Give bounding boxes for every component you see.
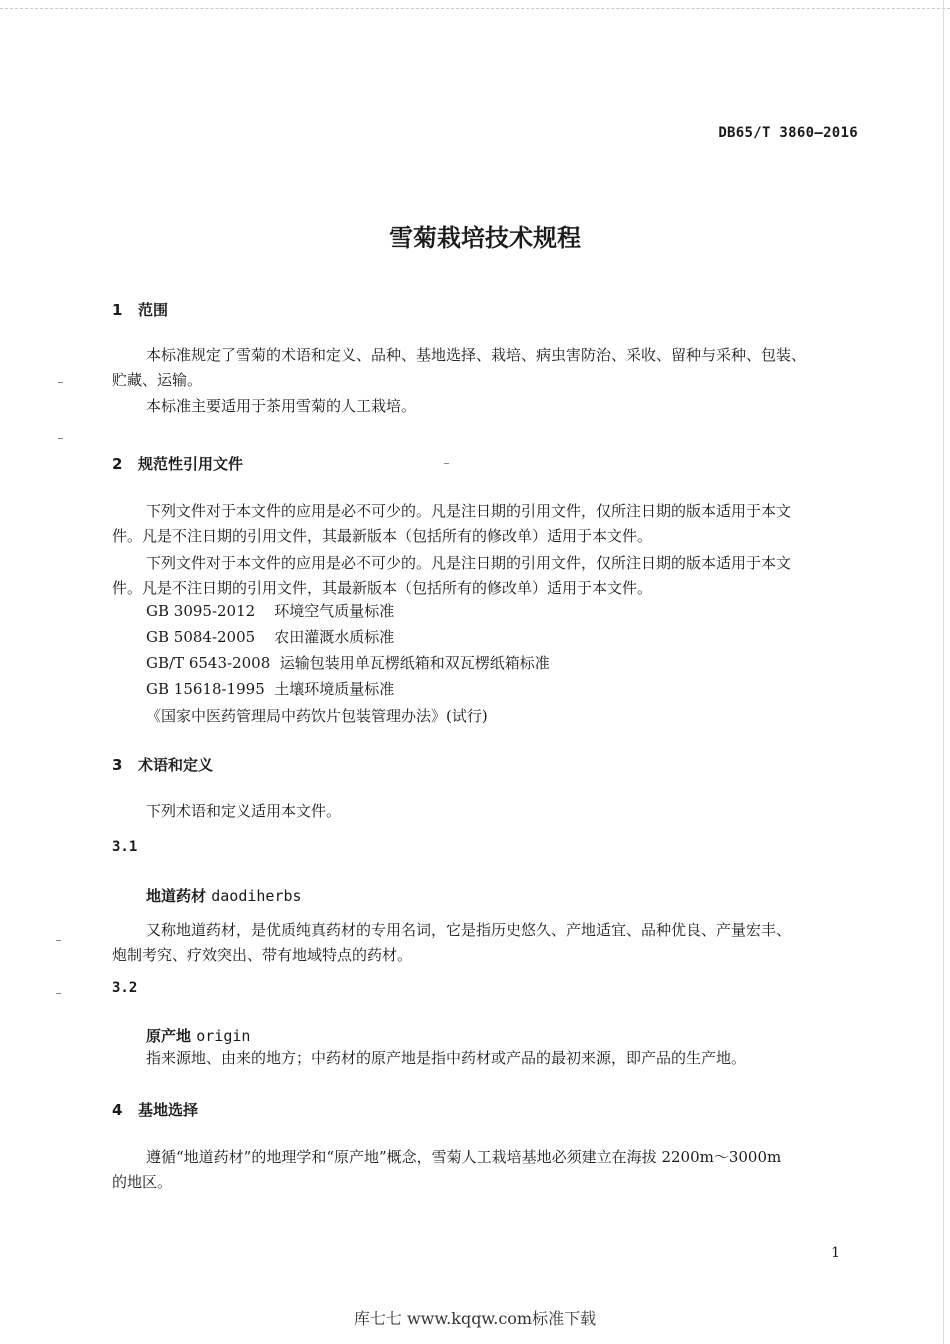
section-1-paragraph-1-line-1: 本标准规定了雪菊的术语和定义、品种、基地选择、栽培、病虫害防治、采收、留种与采种、包装、 <box>146 346 807 364</box>
term-definition-line-2: 炮制考究、疗效突出、带有地域特点的药材。 <box>112 946 413 964</box>
section-2-heading <box>112 453 243 474</box>
scan-edge-right <box>943 0 950 1344</box>
reference-extra: 《国家中医药管理局中药饮片包装管理办法》(试行) <box>146 707 488 725</box>
scan-speck <box>58 382 63 383</box>
reference-item <box>146 677 394 702</box>
term-heading <box>146 885 302 906</box>
standard-code: DB65/T 3860—2016 <box>718 125 858 141</box>
page-number: 1 <box>831 1245 840 1261</box>
section-2-paragraph-1-line-2: 件。凡是不注日期的引用文件，其最新版本（包括所有的修改单）适用于本文件。 <box>112 527 653 545</box>
reference-name: 环境空气质量标准 <box>274 602 395 620</box>
term-name: 地道药材 <box>146 887 207 905</box>
term-number: 3.2 <box>112 980 138 996</box>
section-1-paragraph-1-line-2: 贮藏、运输。 <box>112 371 203 389</box>
section-1-paragraph-2: 本标准主要适用于茶用雪菊的人工栽培。 <box>146 397 417 415</box>
reference-code: GB 15618-1995 <box>146 680 265 698</box>
section-2-paragraph-2-line-2: 件。凡是不注日期的引用文件，其最新版本（包括所有的修改单）适用于本文件。 <box>112 579 653 597</box>
reference-code: GB 5084-2005 <box>146 628 256 646</box>
section-2-paragraph-1-line-1: 下列文件对于本文件的应用是必不可少的。凡是注日期的引用文件，仅所注日期的版本适用于本文 <box>146 502 792 520</box>
scan-speck <box>56 993 61 994</box>
section-title: 术语和定义 <box>138 756 214 774</box>
section-number: 3 <box>112 756 123 774</box>
section-number: 1 <box>112 301 123 319</box>
section-3-heading <box>112 754 213 775</box>
term-number: 3.1 <box>112 839 138 855</box>
reference-name: 土壤环境质量标准 <box>274 680 395 698</box>
reference-name: 运输包装用单瓦楞纸箱和双瓦楞纸箱标准 <box>279 654 550 672</box>
scan-speck <box>58 438 63 439</box>
term-name: 原产地 <box>146 1027 192 1045</box>
section-3-intro: 下列术语和定义适用本文件。 <box>146 802 342 820</box>
reference-item <box>146 599 394 624</box>
section-4-heading <box>112 1099 198 1120</box>
reference-item <box>146 625 394 650</box>
reference-name: 农田灌溉水质标准 <box>274 628 395 646</box>
section-2-paragraph-2-line-1: 下列文件对于本文件的应用是必不可少的。凡是注日期的引用文件，仅所注日期的版本适用于本文 <box>146 554 792 572</box>
scan-speck <box>444 463 449 464</box>
section-title: 规范性引用文件 <box>138 455 244 473</box>
section-title: 基地选择 <box>138 1101 199 1119</box>
section-title: 范围 <box>138 301 169 319</box>
section-4-paragraph-line-2: 的地区。 <box>112 1173 173 1191</box>
reference-code: GB/T 6543-2008 <box>146 654 271 672</box>
section-number: 2 <box>112 455 123 473</box>
watermark: 库七七 www.kqqw.com标准下载 <box>353 1309 597 1328</box>
section-1-heading <box>112 299 168 320</box>
page-title: 雪菊栽培技术规程 <box>389 224 581 252</box>
section-4-paragraph-line-1: 遵循“地道药材”的地理学和“原产地”概念，雪菊人工栽培基地必须建立在海拔 2200m～3000m <box>146 1148 782 1166</box>
term-english: origin <box>196 1027 251 1045</box>
term-definition-line-1: 又称地道药材，是优质纯真药材的专用名词，它是指历史悠久、产地适宜、品种优良、产量宏丰、 <box>146 921 792 939</box>
term-english: daodiherbs <box>211 887 302 905</box>
scan-speck <box>56 940 61 941</box>
reference-item <box>146 651 550 676</box>
term-heading <box>146 1025 250 1046</box>
term-definition-line-1: 指来源地、由来的地方；中药材的原产地是指中药材或产品的最初来源，即产品的生产地。 <box>146 1049 747 1067</box>
reference-code: GB 3095-2012 <box>146 602 256 620</box>
section-number: 4 <box>112 1101 123 1119</box>
scan-edge-top <box>0 0 950 9</box>
